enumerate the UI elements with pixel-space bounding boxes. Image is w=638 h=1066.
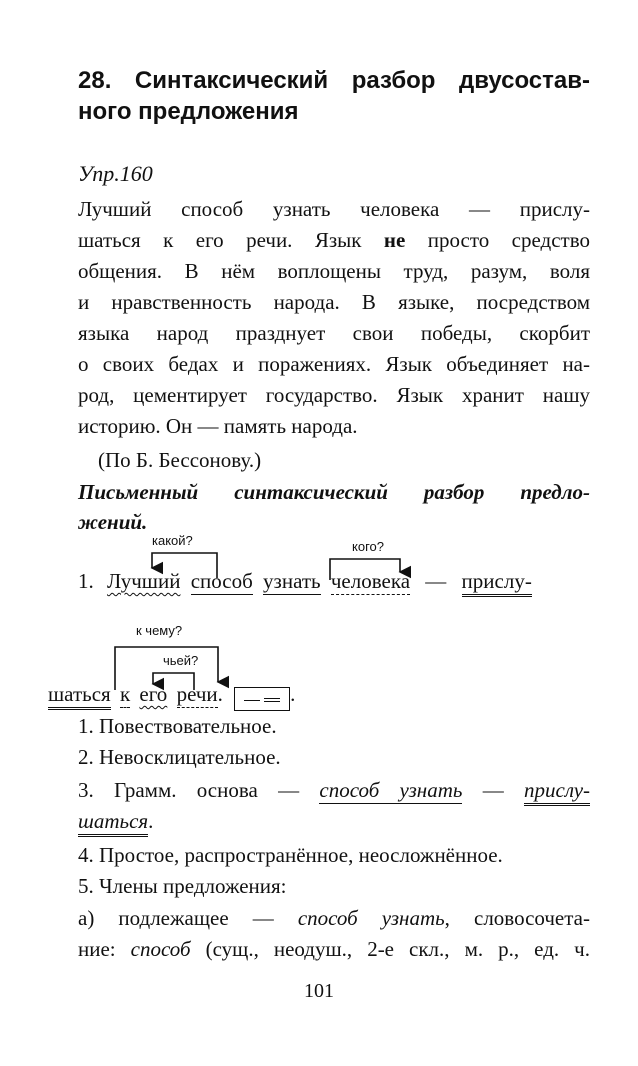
arrow-k-chemu bbox=[115, 647, 218, 690]
analysis-item-3-cont: шаться. bbox=[78, 808, 590, 834]
question-label: к чему? bbox=[136, 623, 183, 638]
text-source: (По Б. Бессонову.) bbox=[98, 448, 262, 472]
subject-word: узнать bbox=[263, 569, 321, 593]
predicate-word: шаться bbox=[48, 682, 111, 710]
analysis-heading-line-1: Письменный синтаксический разбор предло- bbox=[78, 480, 590, 504]
text-line: языка народ празднует свои победы, скорбит bbox=[78, 321, 590, 345]
analysis-item-5: 5. Члены предложения: bbox=[78, 874, 287, 898]
page-number: 101 bbox=[304, 980, 334, 1002]
text-line: и нравственность народа. В языке, посредством bbox=[78, 290, 590, 314]
question-label: какой? bbox=[152, 533, 193, 548]
text-line: историю. Он — память народа. bbox=[78, 414, 358, 438]
predicate-word: прислу- bbox=[462, 569, 532, 597]
subject-words: способ узнать bbox=[297, 906, 445, 930]
attribute-word: его bbox=[139, 682, 168, 706]
subject-line: а) подлежащее — способ узнать, словосочета- bbox=[78, 906, 590, 930]
text-line: род, цементирует государство. Язык хранит нашу bbox=[78, 383, 590, 407]
parsed-sentence-line-1: 1. Лучший способ узнать человека — прислу- bbox=[78, 568, 590, 594]
grammatical-predicate: прислу- bbox=[524, 778, 590, 806]
bold-word: не bbox=[383, 228, 406, 252]
text-line: о своих бедах и поражениях. Язык объединяет на- bbox=[78, 352, 590, 376]
section-title-line-1: 28. Синтаксический разбор двусостав- bbox=[78, 67, 590, 94]
text-line: шаться к его речи. Язык не просто средство bbox=[78, 228, 590, 252]
analysis-item-4: 4. Простое, распространённое, неосложнённое. bbox=[78, 843, 503, 867]
text-line: Лучший способ узнать человека — прислу- bbox=[78, 197, 590, 221]
question-label: кого? bbox=[352, 539, 384, 554]
exercise-number: Упр.160 bbox=[78, 161, 153, 186]
grammatical-subject: способ узнать bbox=[319, 778, 463, 802]
object-word: человека bbox=[330, 569, 411, 593]
arrow-kakoi bbox=[152, 553, 217, 578]
arrow-kogo bbox=[330, 559, 400, 580]
last-line: ние: способ (сущ., неодуш., 2-е скл., м. р., ед. ч. bbox=[78, 937, 590, 961]
text-line: общения. В нём воплощены труд, разум, воля bbox=[78, 259, 590, 283]
grammatical-predicate: шаться bbox=[78, 809, 148, 837]
section-title-line-2: ного предложения bbox=[78, 98, 299, 125]
parsed-sentence-line-2: шаться к его речи. . bbox=[48, 681, 560, 711]
analysis-heading-line-2: жений. bbox=[78, 510, 148, 534]
arrow-chei bbox=[153, 673, 194, 690]
object-word: речи bbox=[176, 682, 218, 706]
analysis-item-1: 1. Повествовательное. bbox=[78, 714, 277, 738]
question-label: чьей? bbox=[163, 653, 199, 668]
preposition-word: к bbox=[119, 682, 131, 706]
attribute-word: Лучший bbox=[107, 569, 181, 593]
subject-word: способ bbox=[190, 569, 253, 593]
analysis-item-2: 2. Невосклицательное. bbox=[78, 745, 281, 769]
analysis-item-3: 3. Грамм. основа — способ узнать — прислу- bbox=[78, 777, 590, 803]
